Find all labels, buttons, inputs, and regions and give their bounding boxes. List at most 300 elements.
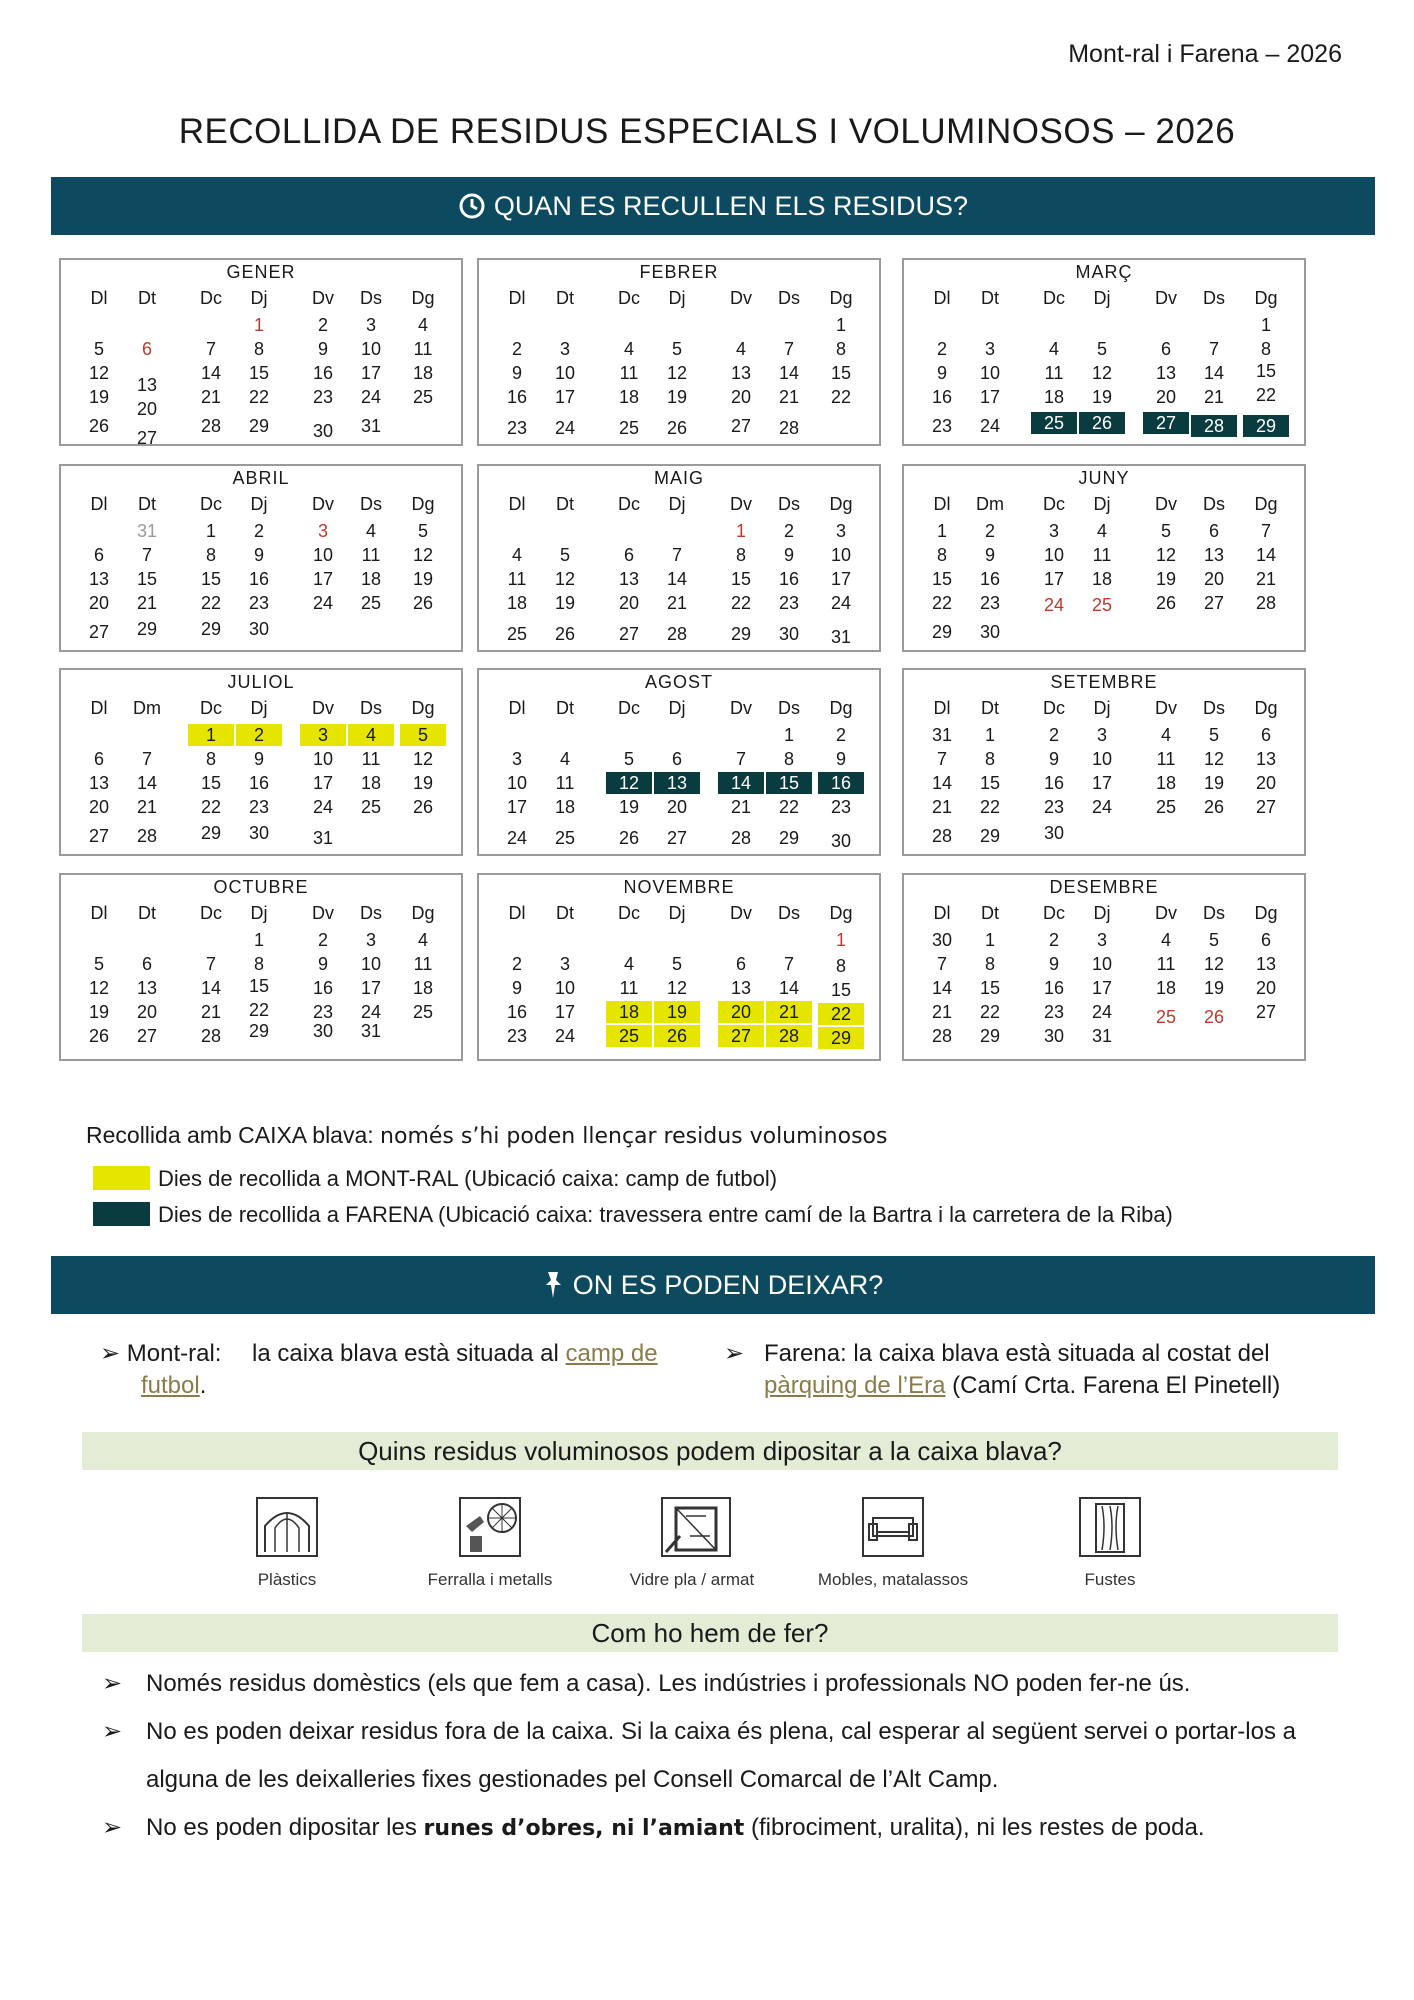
legend-intro-a: Recollida amb CAIXA blava: <box>86 1122 381 1148</box>
day-cell: 9 <box>1048 749 1059 769</box>
month-octubre <box>59 873 463 1061</box>
day-cell: 6 <box>141 954 152 974</box>
day-cell: 10 <box>1091 749 1113 769</box>
day-cell: 2 <box>317 315 328 335</box>
day-cell: 23 <box>1043 1002 1065 1022</box>
futbol-link[interactable]: futbol <box>141 1372 200 1399</box>
weekday-header <box>479 903 879 925</box>
month-març <box>902 258 1306 446</box>
month-name: AGOST <box>644 672 713 692</box>
day-cell: 24 <box>360 387 382 407</box>
day-cell: 11 <box>555 773 575 793</box>
day-cell: 3 <box>559 339 570 359</box>
farena-pickup-day: 27 <box>1143 412 1189 434</box>
day-cell: 23 <box>778 593 800 613</box>
weekday-label: Dc <box>618 903 640 923</box>
day-cell: 15 <box>248 975 270 996</box>
weekday-label: Dl <box>90 494 108 514</box>
day-cell: 25 <box>506 624 528 645</box>
day-cell: 22 <box>200 797 222 817</box>
weekday-label: Dv <box>312 494 334 514</box>
day-cell: 25 <box>360 593 382 613</box>
day-cell: 21 <box>1203 387 1225 407</box>
montral-pickup-day: 28 <box>766 1025 812 1047</box>
holiday-day: 1 <box>735 521 746 541</box>
day-cell: 19 <box>618 797 640 817</box>
day-cell: 6 <box>93 545 104 565</box>
day-cell: 29 <box>979 825 1001 846</box>
rule-text: (fibrociment, uralita), ni les restes de poda. <box>744 1814 1205 1841</box>
day-cell: 27 <box>1255 1002 1277 1022</box>
day-cell: 27 <box>88 825 110 846</box>
month-desembre <box>902 873 1306 1061</box>
legend-intro <box>86 1122 887 1149</box>
holiday-day: 25 <box>1091 595 1113 616</box>
day-cell: 28 <box>136 825 158 846</box>
rule-bold: runes d’obres, ni l’amiant <box>423 1816 745 1841</box>
day-cell: 20 <box>1255 978 1277 998</box>
day-cell: 20 <box>136 1002 158 1022</box>
furniture-icon <box>861 1496 925 1558</box>
montral-pickup-day: 20 <box>718 1001 764 1023</box>
metal-scrap-icon <box>458 1496 522 1558</box>
day-cell: 16 <box>248 569 270 589</box>
day-cell: 29 <box>200 619 222 640</box>
weekday-header <box>904 494 1304 516</box>
weekday-label: Ds <box>360 903 382 923</box>
weekday-header <box>479 698 879 720</box>
month-name: JULIOL <box>227 672 295 692</box>
day-cell: 10 <box>554 978 576 998</box>
montral-pickup-day: 26 <box>654 1025 700 1047</box>
day-cell: 9 <box>984 545 995 565</box>
day-cell: 19 <box>1203 978 1225 998</box>
day-cell: 24 <box>554 418 576 439</box>
day-cell: 12 <box>412 749 434 769</box>
day-cell: 29 <box>248 415 270 436</box>
weekday-label: Dc <box>618 494 640 514</box>
day-cell: 23 <box>248 797 270 817</box>
weekday-label: Dc <box>618 698 640 718</box>
day-cell: 22 <box>248 999 270 1020</box>
weekday-label: Dg <box>829 903 853 923</box>
waste-label: Ferralla i metalls <box>427 1570 553 1589</box>
weekday-label: Dl <box>90 698 108 718</box>
day-cell: 21 <box>931 797 953 817</box>
day-cell: 23 <box>248 593 270 613</box>
day-cell: 12 <box>88 363 110 383</box>
weekday-label: Dg <box>411 903 435 923</box>
day-cell: 2 <box>511 954 522 974</box>
day-cell: 12 <box>666 363 688 383</box>
day-cell: 4 <box>1096 521 1107 541</box>
banner-when <box>51 177 1375 235</box>
day-cell: 13 <box>730 978 752 998</box>
day-cell: 8 <box>735 545 746 565</box>
day-cell: 14 <box>200 978 222 998</box>
weekday-label: Dj <box>668 903 686 923</box>
day-cell: 23 <box>506 418 528 439</box>
day-cell: 24 <box>360 1002 382 1022</box>
day-cell: 7 <box>1208 339 1219 359</box>
day-cell: 30 <box>1043 1026 1065 1046</box>
day-cell: 27 <box>1203 593 1225 613</box>
montral-pickup-day: 22 <box>818 1003 864 1025</box>
month-name: DESEMBRE <box>1049 877 1159 897</box>
where-montral-label: Mont-ral: <box>126 1340 222 1367</box>
day-cell: 9 <box>317 954 328 974</box>
day-cell: 25 <box>412 387 434 407</box>
day-cell: 6 <box>93 749 104 769</box>
where-montral-text <box>252 1338 658 1370</box>
month-name: FEBRER <box>639 262 719 282</box>
camp-de-futbol-link[interactable]: camp de <box>565 1340 658 1367</box>
day-cell: 13 <box>1255 749 1277 769</box>
day-cell: 25 <box>618 418 640 439</box>
weekday-label: Dt <box>556 903 574 923</box>
day-cell: 23 <box>979 593 1001 613</box>
day-cell: 13 <box>88 569 110 589</box>
month-abril <box>59 464 463 652</box>
day-cell: 12 <box>1203 954 1225 974</box>
day-cell: 12 <box>88 978 110 998</box>
day-cell: 10 <box>360 954 382 974</box>
day-cell: 20 <box>1203 569 1225 589</box>
day-cell: 28 <box>1255 593 1277 613</box>
day-cell: 16 <box>506 1002 528 1022</box>
weekday-label: Dl <box>933 698 951 718</box>
day-cell: 30 <box>979 621 1001 642</box>
day-cell: 16 <box>778 569 800 589</box>
weekday-label: Dv <box>730 903 752 923</box>
day-cell: 14 <box>778 363 800 383</box>
day-cell: 8 <box>984 954 995 974</box>
day-cell: 16 <box>312 363 334 383</box>
weekday-label: Dv <box>312 698 334 718</box>
day-cell: 3 <box>984 339 995 359</box>
parquing-era-link[interactable]: pàrquing de l’Era <box>764 1372 946 1399</box>
waste-glass <box>602 1496 782 1590</box>
legend-farena: Dies de recollida a FARENA (Ubicació caixa: travessera entre camí de la Bartra i la carretera de la Riba) <box>158 1202 1173 1227</box>
day-cell: 11 <box>361 749 381 769</box>
flat-glass-icon <box>660 1496 724 1558</box>
holiday-day: 25 <box>1155 1006 1177 1027</box>
day-cell: 13 <box>1255 954 1277 974</box>
day-cell: 18 <box>1043 387 1065 407</box>
day-cell: 8 <box>205 749 216 769</box>
day-cell: 8 <box>205 545 216 565</box>
day-cell: 30 <box>1043 823 1065 844</box>
day-cell: 25 <box>360 797 382 817</box>
day-cell: 3 <box>365 315 376 335</box>
day-cell: 26 <box>618 828 640 849</box>
day-cell: 14 <box>1203 363 1225 383</box>
day-cell: 5 <box>559 545 570 565</box>
day-cell: 23 <box>1043 797 1065 817</box>
weekday-label: Dt <box>556 494 574 514</box>
day-cell: 11 <box>1092 545 1112 565</box>
day-cell: 8 <box>835 956 846 977</box>
month-name: JUNY <box>1078 468 1130 488</box>
day-cell: 5 <box>1208 725 1219 745</box>
day-cell: 4 <box>623 339 634 359</box>
day-cell: 7 <box>936 954 947 974</box>
montral-pickup-day: 27 <box>718 1025 764 1047</box>
howto-heading: Com ho hem de fer? <box>82 1614 1338 1652</box>
day-cell: 17 <box>360 363 382 383</box>
farena-location: (Camí Crta. Farena El Pinetell) <box>945 1372 1281 1399</box>
day-cell: 30 <box>312 420 334 441</box>
day-cell: 22 <box>778 797 800 817</box>
waste-label: Mobles, matalassos <box>817 1570 969 1589</box>
montral-pickup-day: 5 <box>400 724 446 746</box>
weekday-label: Dg <box>829 288 853 308</box>
farena-pickup-day: 16 <box>818 772 864 794</box>
day-cell: 4 <box>1160 930 1171 950</box>
day-cell: 2 <box>1048 725 1059 745</box>
day-cell: 7 <box>936 749 947 769</box>
weekday-label: Dt <box>138 494 156 514</box>
period: . <box>199 1372 207 1399</box>
weekday-label: Ds <box>1203 288 1225 308</box>
day-cell: 28 <box>778 418 800 439</box>
month-name: SETEMBRE <box>1050 672 1158 692</box>
weekday-label: Dc <box>1043 698 1065 718</box>
day-cell: 10 <box>830 545 852 565</box>
day-cell: 1 <box>984 930 995 950</box>
header-place-year: Mont-ral i Farena – 2026 <box>1068 40 1342 68</box>
day-cell: 7 <box>671 545 682 565</box>
day-cell: 22 <box>248 387 270 407</box>
weekday-label: Dl <box>90 903 108 923</box>
day-cell: 22 <box>979 1002 1001 1022</box>
day-cell: 19 <box>554 593 576 613</box>
weekday-header <box>479 288 879 310</box>
day-cell: 11 <box>619 978 639 998</box>
day-cell: 7 <box>141 545 152 565</box>
day-cell: 1 <box>984 725 995 745</box>
day-cell: 11 <box>1156 749 1176 769</box>
day-cell: 21 <box>666 593 688 613</box>
day-cell: 9 <box>253 545 264 565</box>
day-cell: 15 <box>931 569 953 589</box>
montral-pickup-day: 3 <box>300 724 346 746</box>
arrow-icon: ➢ <box>724 1340 745 1367</box>
day-cell: 1 <box>783 725 794 745</box>
clock-icon <box>458 192 486 220</box>
day-cell: 16 <box>1043 978 1065 998</box>
month-name: ABRIL <box>232 468 290 488</box>
weekday-label: Dg <box>411 494 435 514</box>
day-cell: 27 <box>136 1026 158 1046</box>
day-cell: 4 <box>417 930 428 950</box>
day-cell: 18 <box>360 773 382 793</box>
weekday-label: Dg <box>1254 288 1278 308</box>
day-cell: 29 <box>200 823 222 844</box>
weekday-label: Dv <box>730 494 752 514</box>
waste-label: Plàstics <box>257 1570 317 1589</box>
day-cell: 13 <box>1155 363 1177 383</box>
day-cell: 13 <box>730 363 752 383</box>
waste-metal <box>400 1496 580 1590</box>
day-cell: 28 <box>200 1026 222 1046</box>
day-cell: 15 <box>730 569 752 589</box>
weekday-label: Dt <box>138 903 156 923</box>
day-cell: 7 <box>783 339 794 359</box>
weekday-label: Dj <box>1093 903 1111 923</box>
day-cell: 16 <box>312 978 334 998</box>
day-cell: 9 <box>253 749 264 769</box>
day-cell: 1 <box>835 315 846 335</box>
day-cell: 17 <box>312 569 334 589</box>
month-maig <box>477 464 881 652</box>
day-cell: 8 <box>936 545 947 565</box>
day-cell: 15 <box>200 773 222 793</box>
weekday-label: Ds <box>360 494 382 514</box>
day-cell: 17 <box>506 797 528 817</box>
day-cell: 21 <box>1255 569 1277 589</box>
month-febrer <box>477 258 881 446</box>
weekday-label: Dj <box>1093 494 1111 514</box>
month-agost <box>477 668 881 856</box>
day-cell: 24 <box>506 828 528 849</box>
day-cell: 24 <box>1091 1002 1113 1022</box>
day-cell: 5 <box>671 339 682 359</box>
day-cell: 18 <box>618 387 640 407</box>
day-cell: 28 <box>931 825 953 846</box>
day-cell: 29 <box>730 624 752 645</box>
page-title: RECOLLIDA DE RESIDUS ESPECIALS I VOLUMINOSOS – 2026 <box>178 112 1236 151</box>
day-cell: 22 <box>931 593 953 613</box>
weekday-label: Dj <box>668 494 686 514</box>
day-cell: 11 <box>413 339 433 359</box>
day-cell: 1 <box>1260 315 1271 335</box>
banner-when-text: QUAN ES RECULLEN ELS RESIDUS? <box>493 190 969 221</box>
day-cell: 16 <box>1043 773 1065 793</box>
rule-1 <box>102 1660 1332 1708</box>
weekday-label: Dl <box>90 288 108 308</box>
day-cell: 13 <box>136 375 158 395</box>
day-cell: 6 <box>735 954 746 974</box>
weekday-label: Dv <box>312 903 334 923</box>
montral-swatch <box>93 1166 150 1190</box>
weekday-header <box>904 698 1304 720</box>
day-cell: 22 <box>1255 384 1277 405</box>
day-cell: 17 <box>1043 569 1065 589</box>
farena-swatch <box>93 1202 150 1226</box>
weekday-label: Dc <box>200 494 222 514</box>
day-cell: 26 <box>88 415 110 436</box>
day-cell: 10 <box>360 339 382 359</box>
day-cell: 20 <box>136 399 158 419</box>
waste-types-heading: Quins residus voluminosos podem dipositar a la caixa blava? <box>82 1432 1338 1470</box>
day-cell: 20 <box>618 593 640 613</box>
day-cell: 26 <box>412 797 434 817</box>
wood-icon <box>1078 1496 1142 1558</box>
day-cell: 21 <box>200 1002 222 1022</box>
day-cell: 29 <box>979 1026 1001 1046</box>
day-cell: 9 <box>511 978 522 998</box>
weekday-label: Dl <box>933 288 951 308</box>
waste-label: Vidre pla / armat <box>629 1570 755 1589</box>
day-cell: 10 <box>312 749 334 769</box>
day-cell: 11 <box>413 954 433 974</box>
day-cell: 6 <box>1160 339 1171 359</box>
day-cell: 30 <box>931 930 953 950</box>
day-cell: 30 <box>248 619 270 640</box>
waste-plastics <box>197 1496 377 1590</box>
legend-intro-b: només s’hi poden llençar residus voluminosos <box>380 1124 888 1149</box>
day-cell: 5 <box>417 521 428 541</box>
day-cell: 24 <box>312 593 334 613</box>
day-cell: 14 <box>136 773 158 793</box>
weekday-label: Dj <box>250 698 268 718</box>
day-cell: 15 <box>200 569 222 589</box>
day-cell: 12 <box>1091 363 1113 383</box>
day-cell: 5 <box>671 954 682 974</box>
day-cell: 4 <box>735 339 746 359</box>
weekday-label: Dg <box>411 698 435 718</box>
day-cell: 2 <box>317 930 328 950</box>
arrow-icon: ➢ <box>100 1340 121 1367</box>
day-cell: 22 <box>730 593 752 613</box>
day-cell: 27 <box>666 828 688 849</box>
day-cell: 8 <box>984 749 995 769</box>
plastics-icon <box>255 1496 319 1558</box>
farena-pickup-day: 25 <box>1031 412 1077 434</box>
day-cell: 19 <box>666 387 688 407</box>
day-cell: 7 <box>783 954 794 974</box>
weekday-label: Dc <box>1043 903 1065 923</box>
rule-text: No es poden dipositar les <box>146 1814 424 1841</box>
month-name: GENER <box>226 262 296 282</box>
day-cell: 5 <box>93 954 104 974</box>
day-cell: 31 <box>312 828 334 849</box>
day-cell: 4 <box>417 315 428 335</box>
day-cell: 3 <box>835 521 846 541</box>
farena-pickup-day: 28 <box>1191 415 1237 437</box>
day-cell: 22 <box>830 387 852 407</box>
weekday-label: Dt <box>556 698 574 718</box>
weekday-label: Ds <box>1203 903 1225 923</box>
day-cell: 27 <box>136 427 158 448</box>
day-cell: 20 <box>730 387 752 407</box>
day-cell: 11 <box>619 363 639 383</box>
montral-pickup-day: 1 <box>188 724 234 746</box>
day-cell: 31 <box>1091 1026 1113 1046</box>
weekday-header <box>61 494 461 516</box>
day-cell: 3 <box>365 930 376 950</box>
weekday-header <box>61 288 461 310</box>
day-cell: 16 <box>506 387 528 407</box>
day-cell: 9 <box>1048 954 1059 974</box>
day-cell: 9 <box>936 363 947 383</box>
arrow-icon: ➢ <box>102 1814 123 1841</box>
day-cell: 14 <box>200 363 222 383</box>
day-cell: 15 <box>248 363 270 383</box>
waste-wood <box>1020 1496 1200 1590</box>
day-cell: 31 <box>360 1021 382 1042</box>
day-cell: 12 <box>412 545 434 565</box>
weekday-label: Dl <box>508 494 526 514</box>
day-cell: 8 <box>253 339 264 359</box>
weekday-label: Dl <box>508 903 526 923</box>
day-cell: 11 <box>1044 363 1064 383</box>
day-cell: 20 <box>1155 387 1177 407</box>
day-cell: 26 <box>1203 797 1225 817</box>
weekday-label: Dt <box>138 288 156 308</box>
day-cell: 17 <box>979 387 1001 407</box>
